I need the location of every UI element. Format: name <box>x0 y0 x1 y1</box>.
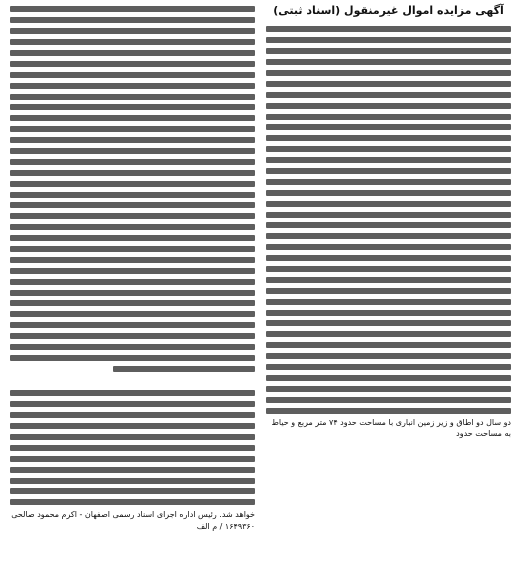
text-line <box>10 442 255 453</box>
text-line <box>10 309 255 320</box>
notice-columns <box>10 4 511 564</box>
text-line <box>266 274 511 285</box>
text-line <box>10 26 255 37</box>
text-line <box>10 37 255 48</box>
text-line <box>10 178 255 189</box>
text-line <box>10 464 255 475</box>
text-line <box>10 298 255 309</box>
text-line <box>10 211 255 222</box>
text-line <box>10 497 255 508</box>
text-line <box>10 15 255 26</box>
text-line <box>266 220 511 231</box>
text-line <box>10 432 255 443</box>
text-line <box>10 410 255 421</box>
text-line <box>266 362 511 373</box>
text-line <box>10 222 255 233</box>
text-line <box>10 189 255 200</box>
text-line <box>10 331 255 342</box>
text-line <box>10 58 255 69</box>
text-line <box>266 296 511 307</box>
text-line <box>266 144 511 155</box>
text-line <box>266 373 511 384</box>
text-line <box>266 46 511 57</box>
notice-body-left <box>10 4 255 374</box>
text-line <box>266 329 511 340</box>
notice-body-right <box>266 24 511 416</box>
text-line <box>266 122 511 133</box>
text-line <box>266 35 511 46</box>
text-line <box>266 285 511 296</box>
text-line <box>10 124 255 135</box>
notice-closing-line: خواهد شد. رئیس اداره اجرای اسناد رسمی اصفهان - اکرم محمود صالحی <box>11 509 255 519</box>
notice-column-right <box>266 4 511 439</box>
text-line <box>266 100 511 111</box>
text-line <box>266 24 511 35</box>
text-line <box>10 453 255 464</box>
text-line <box>266 340 511 351</box>
notice-column-left <box>10 4 255 374</box>
text-line <box>266 89 511 100</box>
text-line <box>10 167 255 178</box>
text-line <box>266 264 511 275</box>
text-line <box>266 209 511 220</box>
text-line <box>266 111 511 122</box>
text-line <box>10 80 255 91</box>
text-line <box>10 399 255 410</box>
text-line <box>266 176 511 187</box>
text-line <box>10 276 255 287</box>
text-line <box>10 353 255 364</box>
text-line <box>10 388 255 399</box>
text-line <box>266 155 511 166</box>
text-line <box>266 231 511 242</box>
text-line <box>266 383 511 394</box>
text-line <box>10 244 255 255</box>
text-line <box>10 156 255 167</box>
text-line <box>10 320 255 331</box>
text-line <box>10 342 255 353</box>
text-line <box>266 57 511 68</box>
notice-body-right-end: دو سال دو اطاق و زیر زمین انباری با مساحت حدود ۷۴ متر مربع و حیاط به مساحت حدود <box>271 418 511 439</box>
notice-title: آگهی مزایده اموال غیرمنقول (اسناد ثبتی) <box>273 4 504 17</box>
text-line <box>266 318 511 329</box>
text-line <box>10 91 255 102</box>
text-line <box>10 200 255 211</box>
text-line <box>10 48 255 59</box>
text-line <box>10 421 255 432</box>
text-line <box>10 265 255 276</box>
text-line <box>266 133 511 144</box>
text-line <box>266 253 511 264</box>
notice-column-left-paragraph-2 <box>10 388 255 548</box>
text-line <box>10 146 255 157</box>
text-line <box>10 69 255 80</box>
text-line <box>10 363 255 374</box>
text-line <box>266 166 511 177</box>
text-line <box>10 486 255 497</box>
text-line <box>10 4 255 15</box>
text-line <box>10 135 255 146</box>
text-line <box>266 198 511 209</box>
text-line <box>266 351 511 362</box>
text-line <box>10 113 255 124</box>
text-line <box>266 307 511 318</box>
text-line <box>266 405 511 416</box>
text-line <box>266 242 511 253</box>
text-line <box>10 233 255 244</box>
notice-reference-code: ۱۶۴۹۳۶۰ / م الف <box>196 521 255 531</box>
text-line <box>266 68 511 79</box>
text-line <box>10 287 255 298</box>
notice-body-left-paragraph-2 <box>10 388 255 508</box>
text-line <box>266 78 511 89</box>
text-line <box>10 254 255 265</box>
text-line <box>266 394 511 405</box>
text-line <box>10 102 255 113</box>
text-line <box>10 475 255 486</box>
text-line <box>266 187 511 198</box>
